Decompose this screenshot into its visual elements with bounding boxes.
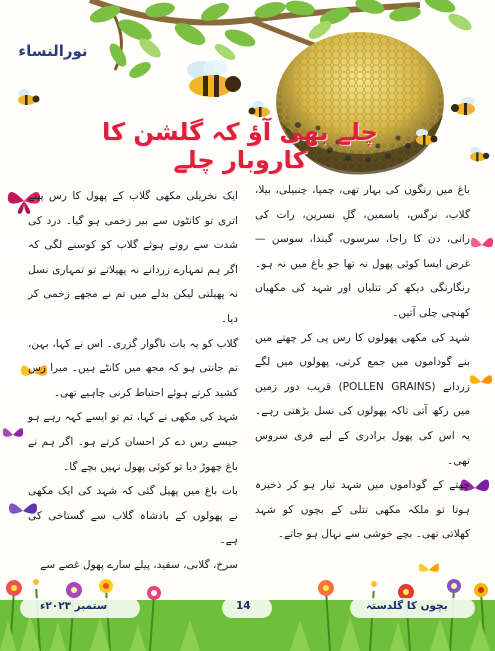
- butterfly-icon: [470, 233, 494, 257]
- bee-icon: [450, 96, 480, 118]
- paragraph: سرخ، گلابی، سفید، پیلے سارے پھول غصے سے: [40, 558, 238, 571]
- page-number: 14: [236, 600, 251, 612]
- magazine-name: بچوں کا گلدستہ: [366, 600, 448, 612]
- paragraph: بات باغ میں پھیل گئی کہ شہد کی ایک مکھی نے پھولوں کے بادشاہ گلاب سے گستاخی کی ہے۔: [28, 485, 238, 547]
- paragraph: ایک نخریلی مکھی گلاب کے پھول کا رس پینے اتری تو کانٹوں سے بیر زخمی ہو گیا۔ درد کی شدت سے روتے ہوئے گلاب کو کوسنے لگی کہ اگر ہم تمہارے زردانے نہ پھیلاتے تو تمہاری نسل نہ پھیلتی لیکن بدلے میں تم نے مجھے زخمی کر دیا۔: [28, 190, 238, 325]
- paragraph: باغ میں رنگوں کی بہار تھی، چمپا، چنبیلی، بیلا، گلاب، نرگس، یاسمین، گلِ نسرین، رات کی رانی، دن کا راجا، سرسوں، گیندا، سوسن — غرض ایسا کوئی پھول نہ تھا جو باغ میں نہ ہو۔ رنگارنگی دیکھ کر تتلیاں اور شہد کی مکھیاں کھنچی چلی آتیں۔: [255, 184, 470, 319]
- paragraph: چھتے کے گوداموں میں شہد تیار ہو کر ذخیرہ ہوتا تو ملکہ مکھی تتلی کے بچوں کو شہد کھلاتی تھی۔ بچے خوشی سے نہال ہو جاتے۔: [255, 479, 470, 541]
- bee-icon: [14, 88, 40, 108]
- paragraph: شہد کی مکھی نے کہا، تم تو ایسے کہہ رہے ہو جیسے رس دے کر احسان کرتے ہو۔ اگر ہم نے باغ چھوڑ دیا تو کوئی پھول نہیں بچے گا۔: [28, 411, 238, 473]
- butterfly-icon: [2, 424, 24, 446]
- paragraph: شہد کی مکھی پھولوں کا رس پی کر چھتے میں بنے گوداموں میں جمع کرتی، پھولوں میں لگے زردانے (POLLEN GRAINS) قریب دور زمین میں رکھ آتی تاکہ پھولوں کی نسل بڑھتی رہے۔ یہ اس کی پھول برادری کے لیے فری سروس تھی۔: [255, 331, 470, 467]
- issue-date: ستمبر ۲۰۲۳ء: [40, 600, 108, 612]
- author-name: نورالنساء: [18, 42, 88, 60]
- story-title: چلے بھی آؤ کہ گلشن کا کاروبار چلے: [102, 118, 378, 174]
- bee-icon: [248, 100, 274, 120]
- bee-icon: [466, 146, 490, 164]
- paragraph: گلاب کو یہ بات ناگوار گزری۔ اس نے کہا، بہن، تم جانتی ہو کہ مجھ میں کانٹے ہیں۔ میرا رس کشید کرتے ہوئے احتیاط کرنی چاہیے تھی۔: [28, 337, 238, 399]
- bee-icon: [175, 58, 245, 103]
- butterfly-icon: [469, 371, 493, 393]
- text-column-right: [255, 178, 470, 547]
- text-column-left: [28, 184, 238, 578]
